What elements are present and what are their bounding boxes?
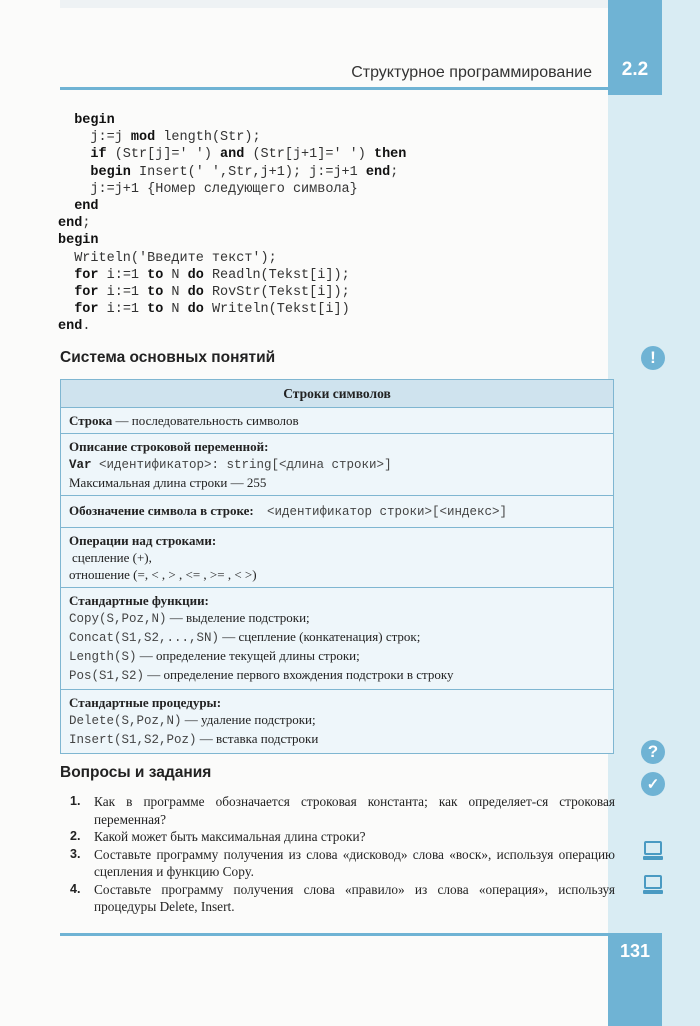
- code-text: [58, 285, 74, 300]
- question-text: Составьте программу получения из слова «дисковод» слова «воск», используя операцию сцепления и функцию Copy.: [94, 846, 615, 879]
- question-item: [60, 828, 615, 846]
- code-keyword: for: [74, 302, 99, 318]
- code-line: [58, 250, 406, 267]
- decl-maxlen: Максимальная длина строки — 255: [69, 475, 267, 490]
- question-number: 3.: [70, 846, 81, 861]
- footer-rule: [60, 933, 608, 936]
- code-text: [58, 302, 74, 317]
- code-text: .: [82, 319, 91, 335]
- code-text: ;: [390, 164, 399, 180]
- declaration-section: [61, 434, 613, 496]
- code-keyword: do: [187, 302, 204, 318]
- header-rule: [60, 87, 608, 90]
- code-text: length(Str);: [155, 130, 261, 146]
- code-keyword: begin: [58, 233, 99, 249]
- description: — вставка подстроки: [196, 731, 319, 746]
- code-text: [58, 165, 90, 180]
- question-text: Какой может быть максимальная длина строки?: [94, 829, 366, 844]
- symbol-section: [61, 496, 613, 528]
- computer-task-icon: [641, 873, 665, 897]
- code-keyword: end: [58, 216, 83, 232]
- question-text: Как в программе обозначается строковая константа; как определяет-ся строковая переменная?: [94, 794, 615, 827]
- signature: Insert(S1,S2,Poz): [69, 733, 197, 747]
- code-keyword: and: [220, 147, 245, 163]
- top-stripe: [60, 0, 608, 8]
- question-item: [60, 793, 615, 828]
- signature: Copy(S,Poz,N): [69, 612, 167, 626]
- code-text: Insert(' ',Str,j+1); j:=j+1: [130, 164, 366, 180]
- check-icon: ✓: [641, 772, 665, 796]
- code-line: [58, 146, 406, 163]
- functions-list: [69, 609, 605, 685]
- signature: Pos(S1,S2): [69, 669, 145, 683]
- question-item: [60, 846, 615, 881]
- code-text: i:=1: [98, 284, 148, 300]
- code-keyword: if: [90, 147, 107, 163]
- code-line: [58, 215, 406, 232]
- code-line: [58, 181, 406, 198]
- code-keyword: begin: [90, 164, 131, 180]
- code-keyword: end: [365, 164, 391, 180]
- signature: Length(S): [69, 650, 137, 664]
- code-text: Writeln('Введите текст');: [58, 250, 277, 266]
- code-keyword: begin: [74, 113, 115, 128]
- decl-var-keyword: Var: [69, 458, 92, 472]
- operations-section: [61, 528, 613, 588]
- string-definition: [61, 408, 613, 434]
- function-entry: [69, 609, 605, 628]
- running-header-title: Структурное программирование: [351, 64, 592, 81]
- code-text: Writeln(Tekst[i]): [203, 302, 350, 318]
- function-entry: [69, 666, 605, 685]
- code-keyword: to: [147, 267, 164, 283]
- code-text: [58, 147, 90, 162]
- code-text: i:=1: [98, 302, 148, 318]
- ops-title: Операции над строками:: [69, 533, 217, 548]
- questions-heading: Вопросы и задания: [60, 764, 212, 781]
- question-number: 2.: [70, 829, 81, 843]
- description: — определение текущей длины строки;: [136, 648, 360, 663]
- code-text: N: [163, 284, 188, 300]
- symbol-title: Обозначение символа в строке:: [69, 503, 254, 518]
- code-line: [58, 318, 406, 335]
- code-keyword: end: [58, 319, 83, 335]
- question-text: Составьте программу получения слова «правило» из слова «операция», используя процедуры Delete, Insert.: [94, 881, 615, 914]
- computer-task-icon: [641, 839, 665, 863]
- procedure-entry: [69, 730, 605, 749]
- ops-relation: отношение (=, < , > , <= , >= , < >): [69, 567, 257, 582]
- code-text: N: [163, 267, 188, 283]
- decl-syntax: <идентификатор>: string[<длина строки>]: [91, 458, 392, 472]
- code-text: j:=j+1 {Номер следующего символа}: [58, 181, 358, 197]
- code-keyword: do: [187, 284, 204, 300]
- code-keyword: to: [147, 302, 164, 318]
- code-line: [58, 198, 406, 215]
- procs-title: Стандартные процедуры:: [69, 695, 222, 710]
- signature: Delete(S,Poz,N): [69, 714, 182, 728]
- function-entry: [69, 647, 605, 666]
- description: — выделение подстроки;: [166, 610, 310, 625]
- code-line: [58, 164, 406, 181]
- description: — сцепление (конкатенация) строк;: [219, 629, 421, 644]
- code-text: j:=j: [58, 130, 131, 146]
- string-term: Строка: [69, 413, 113, 428]
- funcs-title: Стандартные функции:: [69, 593, 209, 608]
- symbol-syntax: <идентификатор строки>[<индекс>]: [267, 505, 508, 519]
- functions-section: [61, 588, 613, 690]
- decl-title: Описание строковой переменной:: [69, 439, 269, 454]
- code-listing: [58, 112, 406, 335]
- question-number: 1.: [70, 794, 81, 808]
- code-line: [58, 301, 406, 318]
- code-keyword: to: [147, 284, 164, 300]
- code-line: [58, 112, 406, 129]
- procedures-section: [61, 690, 613, 753]
- code-text: i:=1: [98, 267, 148, 283]
- code-text: [58, 113, 74, 128]
- code-line: [58, 232, 406, 249]
- code-text: N: [163, 302, 188, 318]
- code-text: ;: [82, 216, 91, 232]
- concept-table: [60, 379, 614, 754]
- question-icon: ?: [641, 740, 665, 764]
- string-def: — последовательность символов: [112, 413, 299, 428]
- procedures-list: [69, 711, 605, 749]
- question-number: 4.: [70, 881, 81, 896]
- code-keyword: do: [187, 267, 204, 283]
- code-text: (Str[j+1]=' '): [244, 147, 374, 163]
- code-line: [58, 284, 406, 301]
- important-icon: !: [641, 346, 665, 370]
- section-number: 2.2: [621, 59, 649, 80]
- code-keyword: mod: [130, 130, 156, 146]
- function-entry: [69, 628, 605, 647]
- code-keyword: for: [74, 284, 99, 300]
- code-keyword: end: [74, 198, 99, 214]
- table-title: Строки символов: [61, 380, 613, 408]
- code-text: (Str[j]=' '): [106, 147, 221, 163]
- question-item: [60, 881, 615, 916]
- code-keyword: for: [74, 267, 99, 283]
- code-keyword: then: [373, 147, 407, 163]
- code-text: Readln(Tekst[i]);: [203, 267, 350, 283]
- questions-list: [60, 793, 615, 916]
- signature: Concat(S1,S2,...,SN): [69, 631, 220, 645]
- ops-concat: сцепление (+),: [72, 550, 152, 565]
- concepts-heading: Система основных понятий: [60, 349, 276, 366]
- description: — определение первого вхождения подстроки в строку: [144, 667, 454, 682]
- code-line: [58, 267, 406, 284]
- code-text: RovStr(Tekst[i]);: [203, 284, 350, 300]
- page-number: 131: [619, 940, 651, 961]
- procedure-entry: [69, 711, 605, 730]
- code-text: [58, 199, 74, 214]
- code-line: [58, 129, 406, 146]
- code-text: [58, 268, 74, 283]
- description: — удаление подстроки;: [181, 712, 316, 727]
